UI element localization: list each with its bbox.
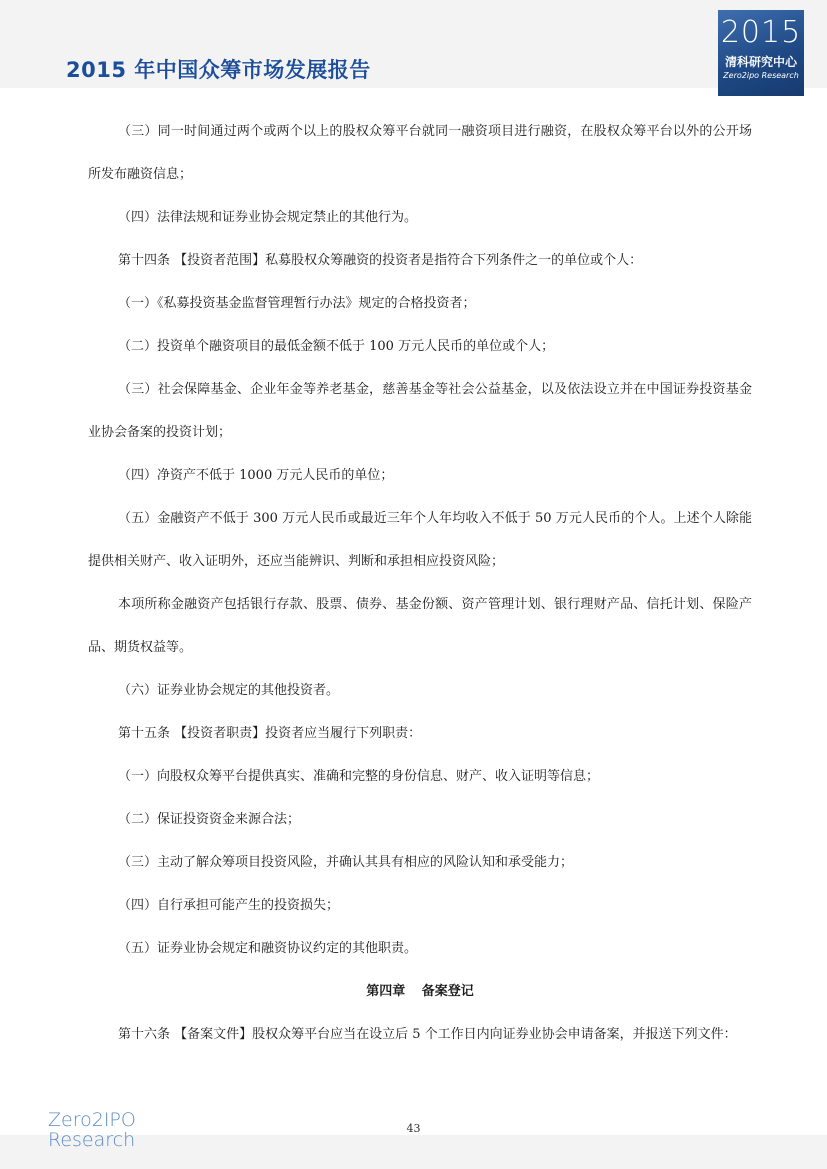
paragraph: （三）社会保障基金、企业年金等养老基金，慈善基金等社会公益基金，以及依法设立并在中国证券投资基金业协会备案的投资计划； xyxy=(88,382,752,440)
paragraph: （一）《私募投资基金监督管理暂行办法》规定的合格投资者； xyxy=(118,296,476,311)
paragraph: （二）保证投资资金来源合法； xyxy=(118,812,301,827)
paragraph: （一）向股权众筹平台提供真实、准确和完整的身份信息、财产、收入证明等信息； xyxy=(118,769,600,784)
paragraph: （四）法律法规和证券业协会规定禁止的其他行为。 xyxy=(118,210,418,225)
paragraph: （四）自行承担可能产生的投资损失； xyxy=(118,898,340,913)
paragraph: （四）净资产不低于 1000 万元人民币的单位； xyxy=(118,468,394,483)
paragraph: 第十四条 【投资者范围】私募股权众筹融资的投资者是指符合下列条件之一的单位或个人： xyxy=(118,253,643,268)
document-body xyxy=(88,110,752,1056)
paragraph: 本项所称金融资产包括银行存款、股票、债券、基金份额、资产管理计划、银行理财产品、信托计划、保险产品、期货权益等。 xyxy=(88,597,752,655)
paragraph: （五）证券业协会规定和融资协议约定的其他职责。 xyxy=(118,941,418,956)
footer-logo-line2: Research xyxy=(48,1129,136,1151)
paragraph: （三）主动了解众筹项目投资风险，并确认其具有相应的风险认知和承受能力； xyxy=(118,855,574,870)
paragraph: 第十六条 【备案文件】股权众筹平台应当在设立后 5 个工作日内向证券业协会申请备案，并报送下列文件： xyxy=(118,1027,737,1042)
paragraph: 第十五条 【投资者职责】投资者应当履行下列职责： xyxy=(118,726,422,741)
logo-en-name: Zero2ipo Research xyxy=(723,71,799,80)
chapter-heading: 第四章 备案登记 xyxy=(366,984,474,999)
page-number: 43 xyxy=(406,1122,421,1135)
paragraph: （六）证券业协会规定的其他投资者。 xyxy=(118,683,340,698)
logo-year: 2015 xyxy=(720,15,802,50)
paragraph: （三）同一时间通过两个或两个以上的股权众筹平台就同一融资项目进行融资，在股权众筹平台以外的公开场所发布融资信息； xyxy=(88,124,752,182)
paragraph: （五）金融资产不低于 300 万元人民币或最近三年个人年均收入不低于 50 万元人民币的个人。上述个人除能提供相关财产、收入证明外，还应当能辨识、判断和承担相应投资风险； xyxy=(88,511,752,569)
paragraph: （二）投资单个融资项目的最低金额不低于 100 万元人民币的单位或个人； xyxy=(118,339,555,354)
zero2ipo-logo-badge xyxy=(718,10,804,96)
report-title: 2015 年中国众筹市场发展报告 xyxy=(66,58,371,82)
logo-cn-name: 清科研究中心 xyxy=(724,55,797,69)
footer-logo-line1: Zero2IPO xyxy=(48,1109,136,1131)
